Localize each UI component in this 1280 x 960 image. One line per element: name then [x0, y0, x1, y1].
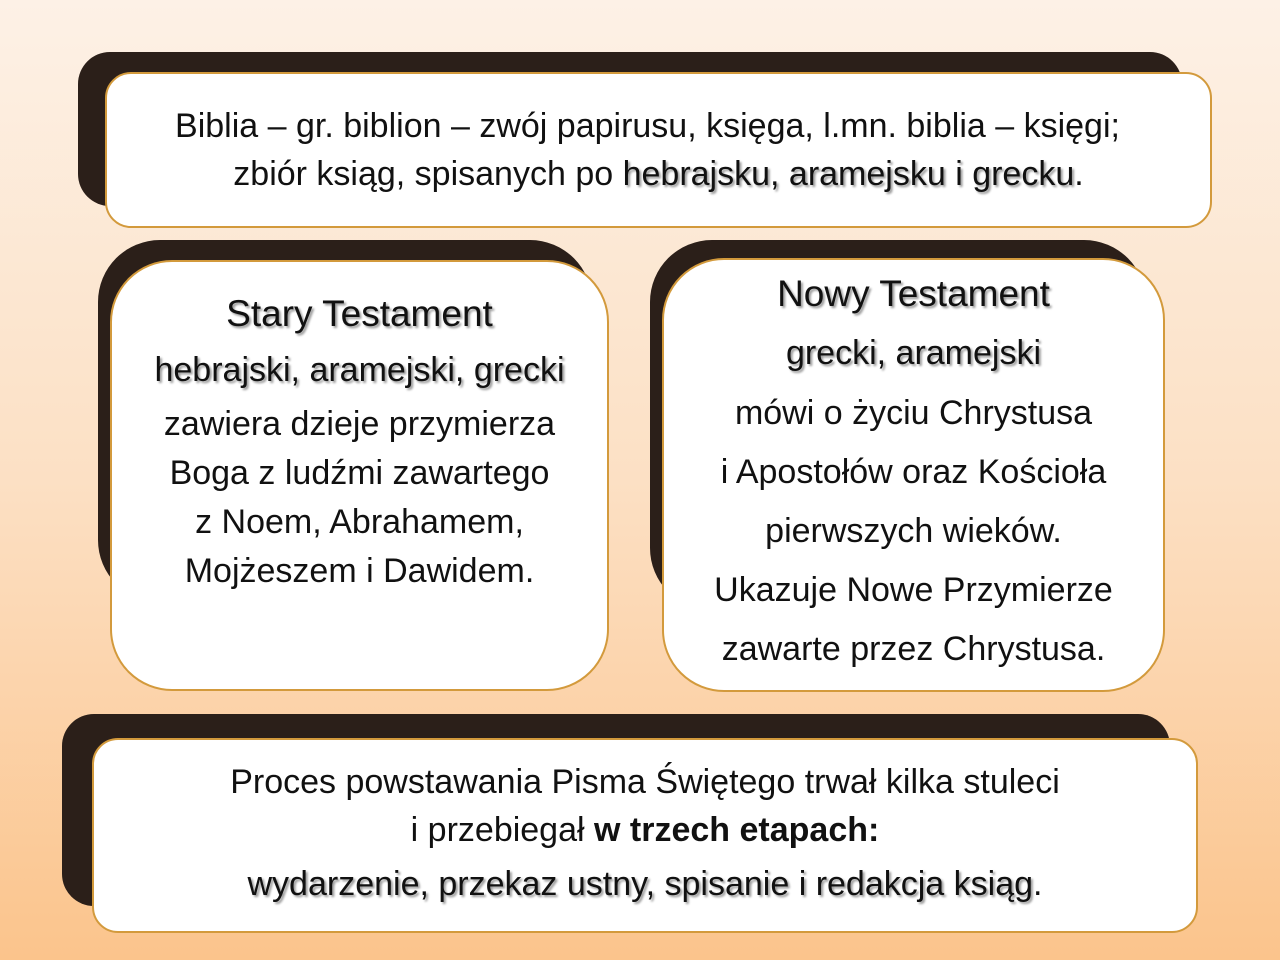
three-stages-bold: w trzech etapach:	[594, 810, 880, 849]
definition-line-2	[233, 150, 1083, 198]
stages-list: wydarzenie, przekaz ustny, spisanie i redakcja ksiąg	[247, 864, 1034, 903]
period: .	[1033, 864, 1043, 903]
new-testament-languages: grecki, aramejski	[785, 334, 1042, 372]
definition-box	[105, 72, 1212, 228]
new-testament-desc-5: zawarte przez Chrystusa.	[721, 630, 1106, 668]
new-testament-desc-3: pierwszych wieków.	[765, 512, 1062, 550]
definition-line-2-text: zbiór ksiąg, spisanych po	[233, 155, 623, 193]
new-testament-box	[662, 258, 1165, 692]
new-testament-desc-2: i Apostołów oraz Kościoła	[720, 453, 1107, 491]
old-testament-desc-1: zawiera dzieje przymierza	[163, 405, 556, 443]
process-line-2-text: i przebiegał	[410, 810, 595, 849]
languages-emphasis: hebrajsku, aramejsku i grecku	[622, 155, 1075, 193]
old-testament-desc-4: Mojżeszem i Dawidem.	[184, 552, 535, 590]
process-line-3	[248, 854, 1043, 914]
new-testament-title: Nowy Testament	[777, 273, 1050, 314]
process-line-1: Proces powstawania Pisma Świętego trwał kilka stuleci	[230, 762, 1060, 801]
new-testament-desc-1: mówi o życiu Chrystusa	[734, 394, 1093, 432]
old-testament-box	[110, 260, 609, 691]
old-testament-languages: hebrajski, aramejski, grecki	[154, 351, 565, 389]
new-testament-desc-4: Ukazuje Nowe Przymierze	[714, 571, 1113, 609]
process-line-2	[411, 806, 880, 854]
definition-line-1: Biblia – gr. biblion – zwój papirusu, księga, l.mn. biblia – księgi;	[175, 106, 1120, 145]
old-testament-desc-3: z Noem, Abrahamem,	[195, 503, 524, 541]
period: .	[1074, 155, 1084, 193]
old-testament-desc-2: Boga z ludźmi zawartego	[169, 454, 550, 492]
old-testament-title: Stary Testament	[226, 293, 493, 334]
process-box	[92, 738, 1198, 933]
